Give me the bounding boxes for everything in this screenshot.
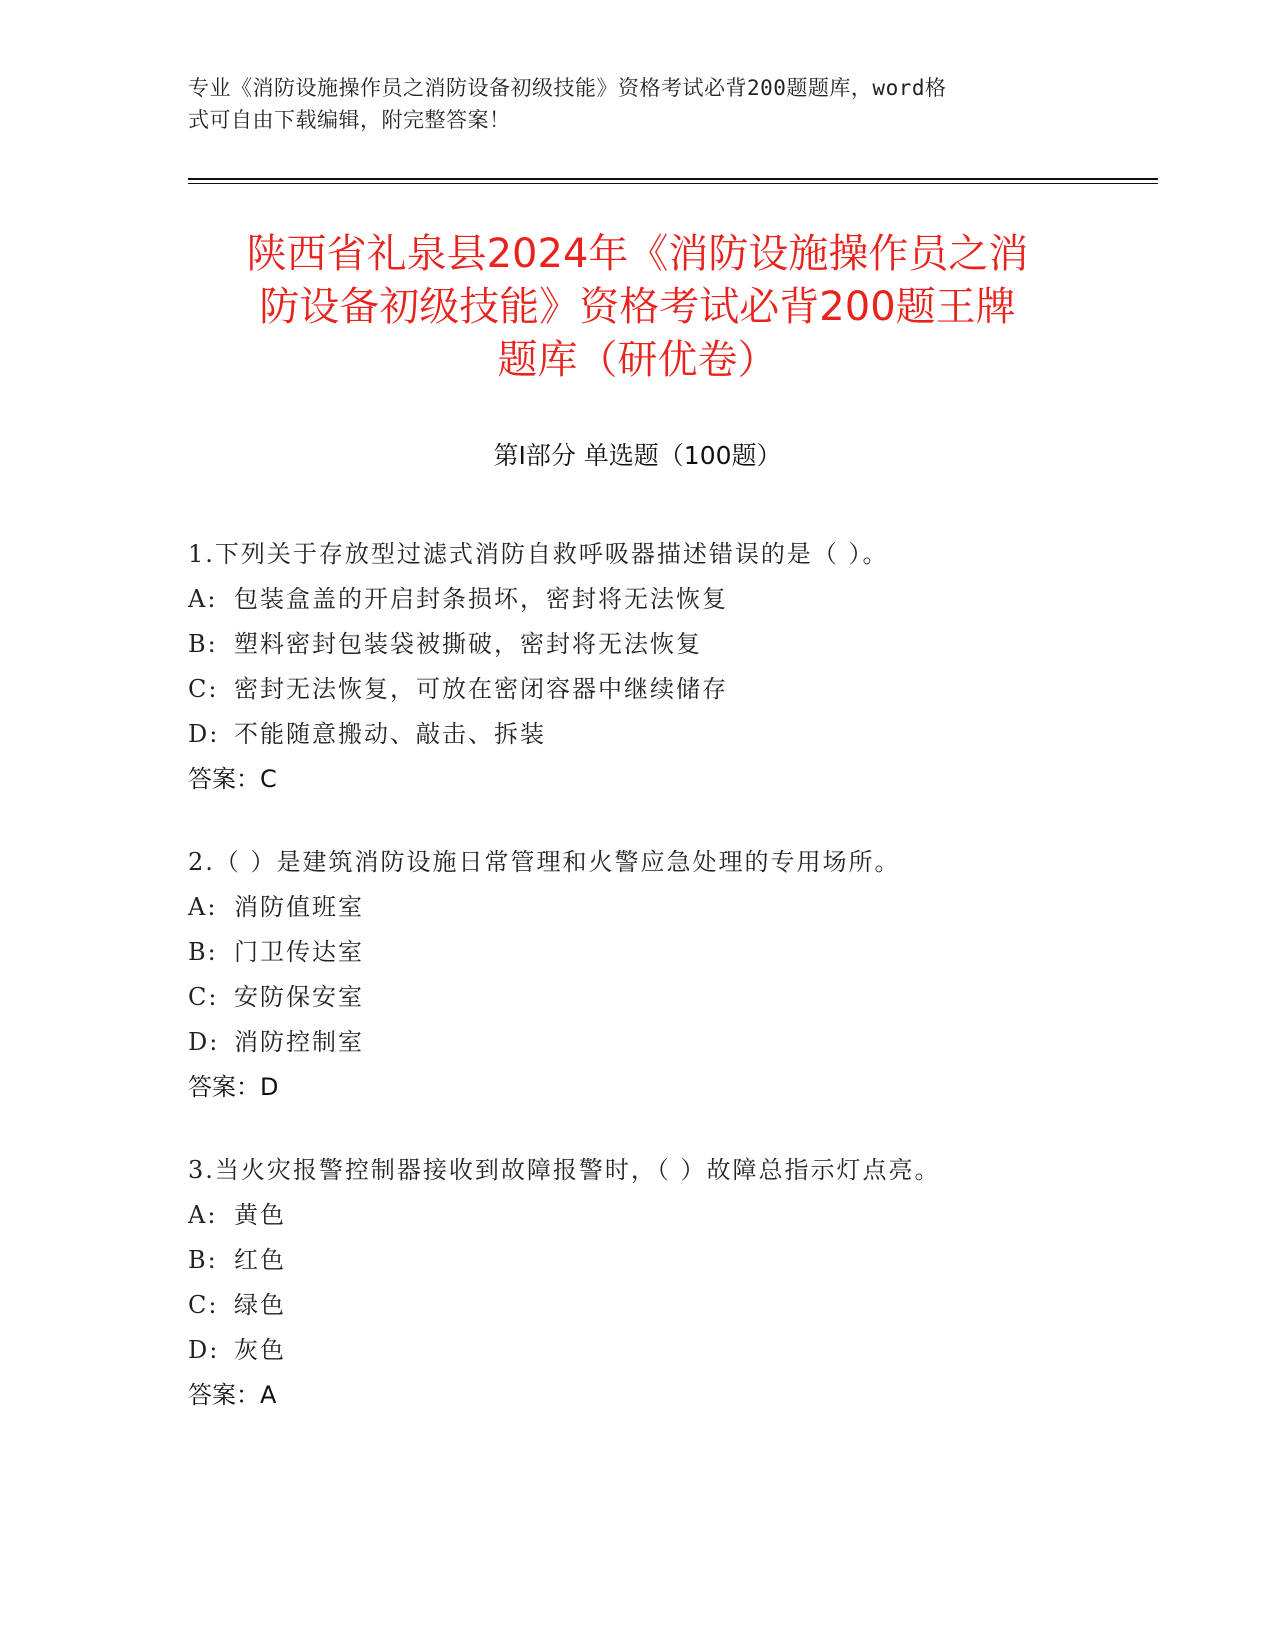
option-text: 安防保安室 [234,983,364,1011]
option-d [188,1020,1148,1065]
answer-line: 答案：C [188,765,277,793]
option-letter: B: [188,630,218,658]
option-a [188,577,1148,622]
option-letter: C: [188,1291,219,1319]
option-letter: A: [188,585,218,613]
option-letter: C: [188,983,219,1011]
answer-line: 答案：A [188,1381,277,1409]
question-stem: 3.当火灾报警控制器接收到故障报警时，（ ）故障总指示灯点亮。 [188,1156,941,1184]
option-text: 包装盒盖的开启封条损坏，密封将无法恢复 [234,585,728,613]
option-letter: D: [188,720,220,748]
option-letter: B: [188,1246,218,1274]
option-text: 不能随意搬动、敲击、拆装 [234,720,546,748]
option-letter: A: [188,893,218,921]
question-stem: 2.（ ）是建筑消防设施日常管理和火警应急处理的专用场所。 [188,848,901,876]
option-text: 灰色 [234,1336,286,1364]
question-stem: 1.下列关于存放型过滤式消防自救呼吸器描述错误的是（ ）。 [188,540,889,568]
option-d [188,712,1148,757]
document-title-line-1: 陕西省礼泉县2024年《消防设施操作员之消 [246,231,1029,277]
document-title [150,228,1125,387]
option-text: 密封无法恢复，可放在密闭容器中继续储存 [234,675,728,703]
question-list [188,532,1148,1456]
option-d [188,1328,1148,1373]
header-divider-thin [188,183,1158,184]
option-c [188,1283,1148,1328]
question-1 [188,532,1148,802]
question-3 [188,1148,1148,1418]
option-text: 消防控制室 [234,1028,364,1056]
option-letter: D: [188,1028,220,1056]
option-a [188,885,1148,930]
header-note-line-1: 专业《消防设施操作员之消防设备初级技能》资格考试必背200题题库，word格 [188,76,947,100]
option-b [188,622,1148,667]
question-2 [188,840,1148,1110]
option-c [188,667,1148,712]
option-c [188,975,1148,1020]
option-text: 红色 [234,1246,286,1274]
option-b [188,930,1148,975]
header-note-line-2: 式可自由下载编辑，附完整答案！ [188,108,511,132]
option-text: 黄色 [234,1201,286,1229]
option-text: 门卫传达室 [234,938,364,966]
option-a [188,1193,1148,1238]
option-letter: A: [188,1201,218,1229]
option-letter: C: [188,675,219,703]
option-b [188,1238,1148,1283]
document-title-line-3: 题库（研优卷） [497,337,778,383]
document-title-line-2: 防设备初级技能》资格考试必背200题王牌 [259,284,1016,330]
option-letter: D: [188,1336,220,1364]
option-text: 消防值班室 [234,893,364,921]
header-note [188,72,1088,136]
option-letter: B: [188,938,218,966]
option-text: 绿色 [234,1291,286,1319]
answer-line: 答案：D [188,1073,279,1101]
header-divider-thick [188,178,1158,180]
section-heading: 第Ⅰ部分 单选题（100题） [493,441,782,470]
option-text: 塑料密封包装袋被撕破，密封将无法恢复 [234,630,702,658]
